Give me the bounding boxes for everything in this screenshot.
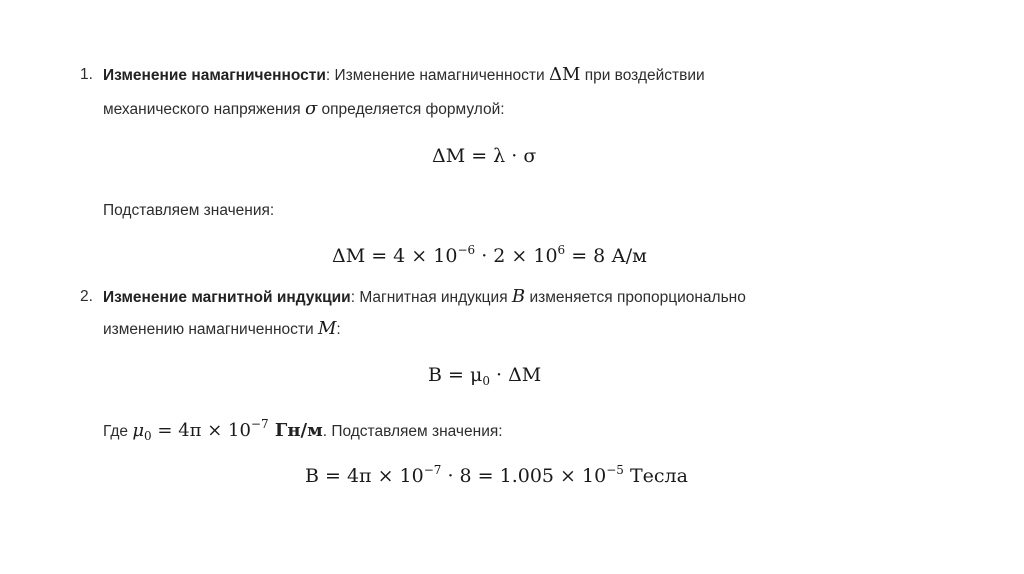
- item2-inline-math-m: M: [317, 318, 337, 339]
- where-exp: −7: [250, 417, 269, 431]
- where-c: . Подставляем значения:: [322, 423, 503, 440]
- item1-inline-math-sigma: σ: [304, 98, 318, 119]
- formula-dm-value-a: ΔM = 4 × 10: [332, 245, 458, 267]
- item1-text-a: : Изменение намагниченности: [325, 67, 549, 84]
- formula-b-a: B = μ: [428, 364, 483, 386]
- item1-line2-b: определяется формулой:: [317, 101, 505, 118]
- formula-dm-value: [332, 243, 647, 269]
- item1-line2-a: механического напряжения: [103, 101, 305, 118]
- item1-line2: [103, 98, 505, 121]
- formula-dm-value-c: = 8 А/м: [565, 245, 647, 267]
- item2-title: Изменение магнитной индукции: [103, 289, 351, 306]
- formula-b-value-a: B = 4π × 10: [305, 465, 424, 487]
- formula-b-value-c: Тесла: [623, 465, 688, 487]
- formula-dm-value-b: · 2 × 10: [475, 245, 558, 267]
- where-a: Где: [103, 423, 133, 440]
- formula-b-exp1: −7: [423, 463, 442, 477]
- list-number-2: 2.: [80, 288, 93, 305]
- item2-line2-b: :: [336, 321, 341, 338]
- formula-dm-lambda-sigma: ΔM = λ · σ: [432, 145, 537, 167]
- formula-b-value-b: · 8 = 1.005 × 10: [441, 465, 607, 487]
- item1-title: Изменение намагниченности: [103, 67, 326, 84]
- where-sub: 0: [144, 429, 152, 443]
- item1-subst-label: Подставляем значения:: [103, 202, 275, 219]
- item2-line1: [103, 286, 746, 309]
- where-unit: Гн/м: [268, 420, 323, 441]
- item2-line2-a: изменению намагниченности: [103, 321, 318, 338]
- item2-inline-math-b: B: [511, 286, 526, 307]
- item2-where-line: [103, 417, 503, 443]
- where-b: = 4π × 10: [151, 420, 251, 441]
- formula-dm-exp1: −6: [457, 243, 476, 257]
- formula-dm-exp2: 6: [557, 243, 566, 257]
- where-mu: μ: [132, 420, 145, 441]
- list-number-1: 1.: [80, 66, 93, 83]
- formula-b-exp2: −5: [606, 463, 624, 477]
- formula-b-value: [305, 463, 688, 489]
- item1-text-b: при воздействии: [580, 67, 705, 84]
- item2-text-b: изменяется пропорционально: [525, 289, 746, 306]
- where-math: [132, 417, 323, 443]
- item2-line2: [103, 318, 341, 341]
- formula-b-sub: 0: [482, 374, 490, 388]
- item1-inline-math-dm: ΔM: [548, 64, 581, 85]
- item2-text-a: : Магнитная индукция: [350, 289, 512, 306]
- item1-line1: [103, 64, 705, 87]
- formula-b-mu0-dm: [428, 362, 541, 388]
- formula-b-b: · ΔM: [489, 364, 542, 386]
